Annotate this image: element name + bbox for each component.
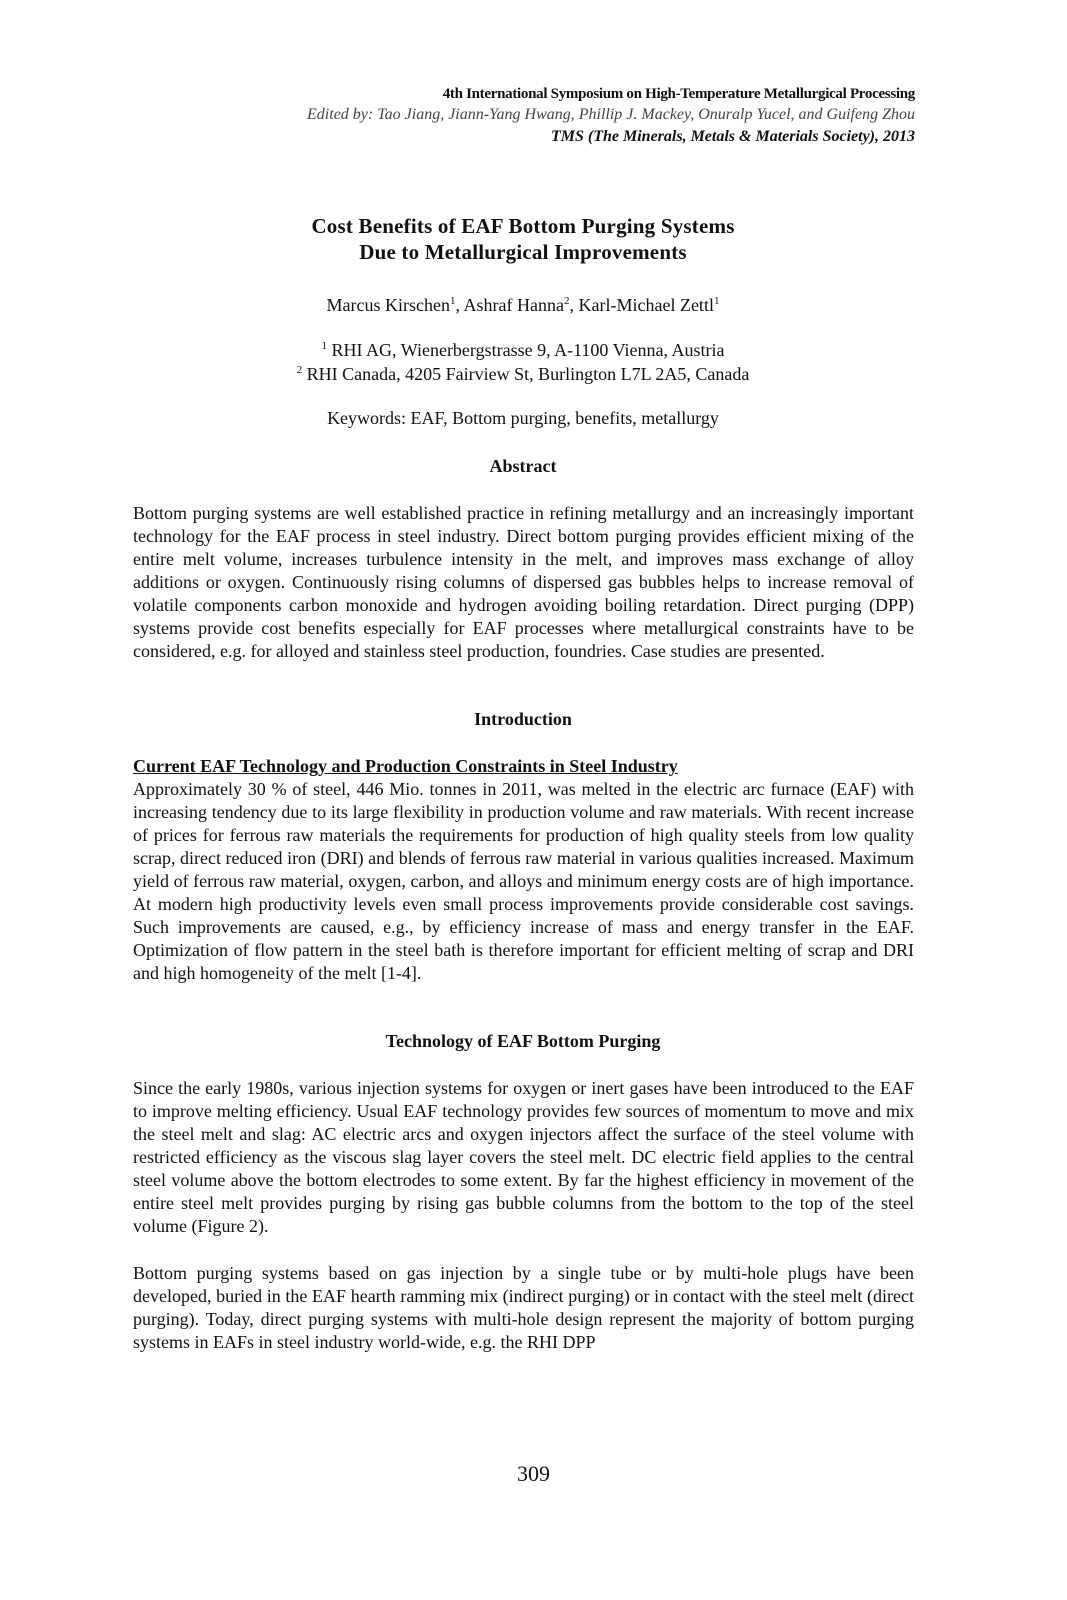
author-name: Marcus Kirschen (326, 295, 451, 315)
affiliation-number: 2 (296, 364, 303, 376)
introduction-text: Approximately 30 % of steel, 446 Mio. tonnes in 2011, was melted in the electric arc furnace (EAF) with increasing tendency due to its large flexibility in production volume and raw materials. With recent increase of prices for ferrous raw materials the requirements for production of high quality steels from low quality scrap, direct reduced iron (DRI) and blends of ferrous raw material in various qualities increased. Maximum yield of ferrous raw material, oxygen, carbon, and alloys and minimum energy costs are of high importance. At modern high productivity levels even small process improvements provide considerable cost savings. Such improvements are caused, e.g., by efficiency increase of mass and energy transfer in the EAF. Optimization of flow pattern in the steel bath is therefore important for efficient melting of scrap and DRI and high homogeneity of the melt [1-4]. (133, 779, 914, 983)
publisher-line: TMS (The Minerals, Metals & Materials Society), 2013 (551, 128, 915, 145)
keywords: Keywords: EAF, Bottom purging, benefits, metallurgy (327, 408, 719, 428)
author-affiliation-mark: 1 (450, 295, 456, 307)
editors-line: Edited by: Tao Jiang, Jiann-Yang Hwang, Phillip J. Mackey, Onuralp Yucel, and Guifeng Zhou (307, 106, 915, 123)
paper-title-line-2: Due to Metallurgical Improvements (359, 240, 687, 264)
abstract-text: Bottom purging systems are well established practice in refining metallurgy and an increasingly important technology for the EAF process in steel industry. Direct bottom purging provides efficient mixing of the entire melt volume, increases turbulence intensity in the melt, and improves mass exchange of alloy additions or oxygen. Continuously rising columns of dispersed gas bubbles helps to increase removal of volatile components carbon monoxide and hydrogen avoiding boiling retardation. Direct purging (DPP) systems provide cost benefits especially for EAF processes where metallurgical constraints have to be considered, e.g. for alloyed and stainless steel production, foundries. Case studies are presented. (133, 503, 914, 661)
affiliation-1 (133, 340, 913, 361)
paper-title-line-1: Cost Benefits of EAF Bottom Purging Systems (311, 214, 735, 238)
author-list: Marcus Kirschen$^1$, Ashraf Hanna$^2$, Karl-Michael Zettl$^1$ (326, 295, 720, 315)
page-number: 309 (517, 1461, 550, 1486)
symposium-title: 4th International Symposium on High-Temperature Metallurgical Processing (442, 86, 915, 102)
affiliation-number: 1 (321, 340, 328, 352)
technology-paragraph-1: Since the early 1980s, various injection systems for oxygen or inert gases have been introduced to the EAF to improve melting efficiency. Usual EAF technology provides few sources of momentum to move and mix the steel melt and slag: AC electric arcs and oxygen injectors affect the surface of the steel volume with restricted efficiency as the viscous slag layer covers the steel melt. DC electric field applies to the central steel volume above the bottom electrodes to some extent. By far the highest efficiency in movement of the entire steel melt provides purging by rising gas bubble columns from the bottom to the top of the steel volume (Figure 2). (133, 1078, 914, 1236)
author-name: Karl-Michael Zettl (578, 295, 714, 315)
affiliation-text: RHI Canada, 4205 Fairview St, Burlington L7L 2A5, Canada (306, 364, 750, 384)
introduction-heading: Introduction (474, 709, 572, 729)
introduction-subheading: Current EAF Technology and Production Constraints in Steel Industry (133, 756, 678, 776)
author-affiliation-mark: 1 (713, 295, 720, 307)
affiliation-2 (133, 364, 913, 385)
author-name: Ashraf Hanna (463, 295, 564, 315)
abstract-heading: Abstract (489, 456, 557, 476)
technology-heading: Technology of EAF Bottom Purging (385, 1031, 661, 1051)
technology-paragraph-2: Bottom purging systems based on gas injection by a single tube or by multi-hole plugs have been developed, buried in the EAF hearth ramming mix (indirect purging) or in contact with the steel melt (direct purging). Today, direct purging systems with multi-hole design represent the majority of bottom purging systems in EAFs in steel industry world-wide, e.g. the RHI DPP (133, 1263, 914, 1352)
affiliation-text: RHI AG, Wienerbergstrasse 9, A-1100 Vienna, Austria (331, 340, 725, 360)
author-affiliation-mark: 2 (564, 295, 570, 307)
